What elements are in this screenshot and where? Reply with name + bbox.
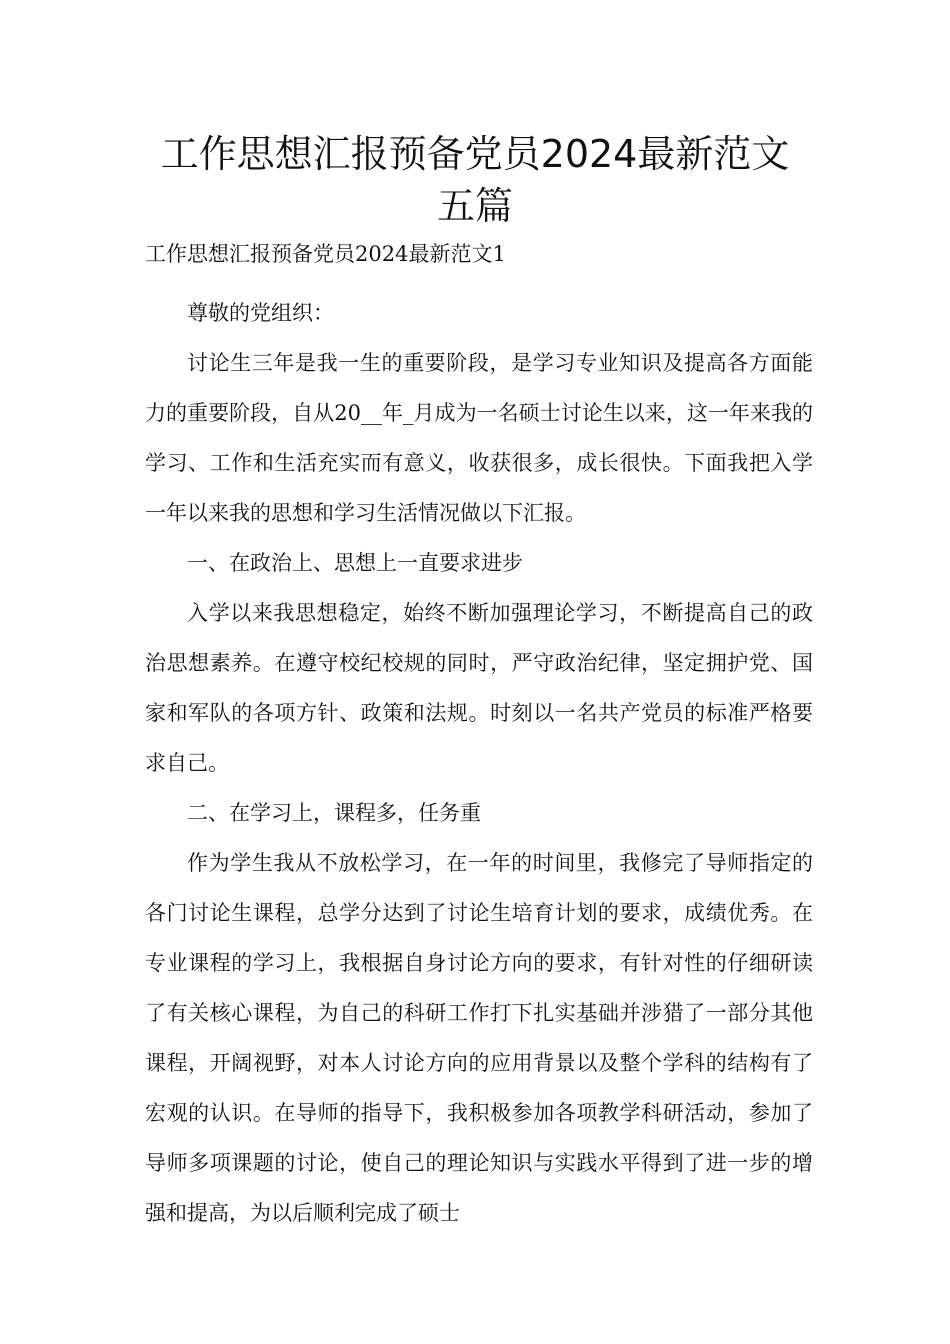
document-subtitle: 工作思想汇报预备党员2024最新范文1 xyxy=(145,242,506,266)
paragraph: 入学以来我思想稳定，始终不断加强理论学习，不断提高自己的政治思想素养。在遵守校纪校规的同时，严守政治纪律，坚定拥护党、国家和军队的各项方针、政策和法规。时刻以一名共产党员的标准严格要求自己。 xyxy=(145,601,813,775)
paragraph: 讨论生三年是我一生的重要阶段，是学习专业知识及提高各方面能力的重要阶段，自从20__年_月成为一名硕士讨论生以来，这一年来我的学习、工作和生活充实而有意义，收获很多，成长很快。下面我把入学一年以来我的思想和学习生活情况做以下汇报。 xyxy=(145,351,813,525)
document-body xyxy=(145,288,813,1238)
document-title xyxy=(120,128,830,232)
paragraph: 作为学生我从不放松学习，在一年的时间里，我修完了导师指定的各门讨论生课程，总学分达到了讨论生培育计划的要求，成绩优秀。在专业课程的学习上，我根据自身讨论方向的要求，有针对性的仔细研读了有关核心课程，为自己的科研工作打下扎实基础并涉猎了一部分其他课程，开阔视野，对本人讨论方向的应用背景以及整个学科的结构有了宏观的认识。在导师的指导下，我积极参加各项教学科研活动，参加了导师多项课题的讨论，使自己的理论知识与实践水平得到了进一步的增强和提高，为以后顺利完成了硕士 xyxy=(145,851,813,1225)
section-heading: 一、在政治上、思想上一直要求进步 xyxy=(187,551,523,575)
section-heading: 二、在学习上，课程多，任务重 xyxy=(187,801,481,825)
salutation: 尊敬的党组织： xyxy=(187,301,334,325)
title-line-2: 五篇 xyxy=(436,184,513,228)
title-line-1: 工作思想汇报预备党员2024最新范文 xyxy=(160,132,790,176)
